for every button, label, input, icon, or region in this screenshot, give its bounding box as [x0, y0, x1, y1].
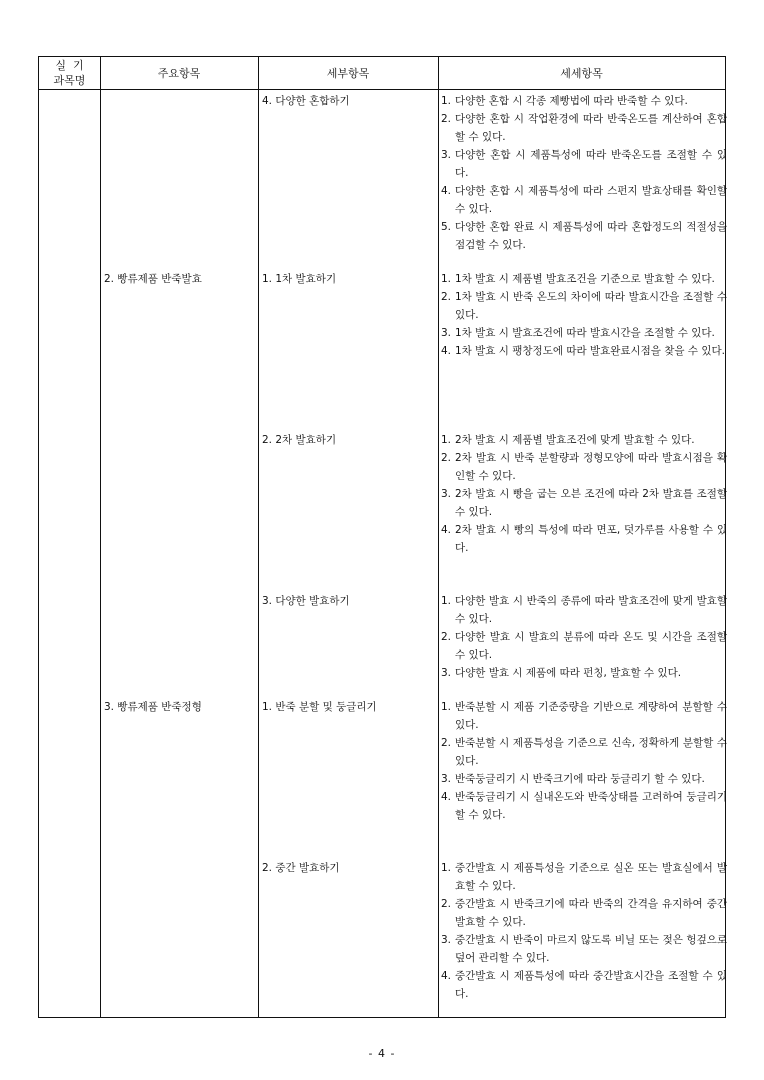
detail-item — [441, 182, 727, 218]
sub-item: 3. 다양한 발효하기 — [262, 595, 350, 607]
detail-text: 중간발효 시 반죽크기에 따라 반죽의 간격을 유지하여 중간발효할 수 있다. — [455, 898, 727, 928]
column-divider — [100, 57, 101, 1017]
detail-text: 중간발효 시 제품특성에 따라 중간발효시간을 조절할 수 있다. — [455, 970, 727, 1000]
detail-item — [441, 449, 727, 485]
column-divider — [438, 57, 439, 1017]
detail-number: 2. — [441, 113, 452, 125]
detail-number: 2. — [441, 737, 452, 749]
detail-text: 1차 발효 시 팽창정도에 따라 발효완료시점을 찾을 수 있다. — [455, 345, 726, 357]
detail-text: 다양한 혼합 시 제품특성에 따라 반죽온도를 조절할 수 있다. — [455, 149, 727, 179]
competency-table — [38, 56, 726, 1018]
header-subject-name — [39, 57, 100, 89]
detail-text: 2차 발효 시 빵을 굽는 오븐 조건에 따라 2차 발효를 조절할 수 있다. — [455, 488, 727, 518]
detail-text: 다양한 발효 시 제품에 따라 펀칭, 발효할 수 있다. — [455, 667, 682, 679]
sub-item: 2. 2차 발효하기 — [262, 434, 337, 446]
detail-number: 1. — [441, 273, 452, 285]
detail-item — [441, 770, 727, 788]
detail-number: 1. — [441, 95, 452, 107]
detail-text: 다양한 혼합 시 각종 제빵법에 따라 반죽할 수 있다. — [455, 95, 688, 107]
detail-text: 다양한 혼합 시 제품특성에 따라 스펀지 발효상태를 확인할 수 있다. — [455, 185, 727, 215]
detail-number: 3. — [441, 149, 452, 161]
detail-item — [441, 485, 727, 521]
detail-item — [441, 664, 727, 682]
detail-number: 2. — [441, 631, 452, 643]
detail-item — [441, 698, 727, 734]
detail-number: 3. — [441, 773, 452, 785]
detail-number: 1. — [441, 434, 452, 446]
detail-list — [441, 92, 727, 254]
detail-number: 3. — [441, 327, 452, 339]
detail-item — [441, 931, 727, 967]
detail-number: 1. — [441, 862, 452, 874]
detail-number: 4. — [441, 791, 452, 803]
detail-number: 3. — [441, 667, 452, 679]
detail-number: 5. — [441, 221, 452, 233]
detail-item — [441, 288, 727, 324]
detail-text: 다양한 발효 시 발효의 분류에 따라 온도 및 시간을 조절할 수 있다. — [455, 631, 727, 661]
header-detail-item: 세세항목 — [560, 67, 603, 80]
detail-text: 다양한 발효 시 반죽의 종류에 따라 발효조건에 맞게 발효할 수 있다. — [455, 595, 727, 625]
detail-list — [441, 859, 727, 1003]
page-number: - 4 - — [368, 1047, 396, 1060]
detail-number: 4. — [441, 345, 452, 357]
sub-item: 2. 중간 발효하기 — [262, 862, 340, 874]
detail-item — [441, 146, 727, 182]
detail-text: 다양한 혼합 완료 시 제품특성에 따라 혼합정도의 적절성을 점검할 수 있다. — [455, 221, 727, 251]
main-item: 3. 빵류제품 반죽정형 — [104, 701, 202, 713]
detail-item — [441, 592, 727, 628]
detail-text: 1차 발효 시 반죽 온도의 차이에 따라 발효시간을 조절할 수 있다. — [455, 291, 727, 321]
main-item: 2. 빵류제품 반죽발효 — [104, 273, 202, 285]
detail-text: 다양한 혼합 시 작업환경에 따라 반죽온도를 계산하여 혼합할 수 있다. — [455, 113, 727, 143]
detail-item — [441, 110, 727, 146]
detail-text: 반죽분할 시 제품특성을 기준으로 신속, 정확하게 분할할 수 있다. — [455, 737, 727, 767]
detail-list — [441, 592, 727, 682]
detail-list — [441, 431, 727, 557]
detail-number: 4. — [441, 524, 452, 536]
detail-number: 4. — [441, 970, 452, 982]
detail-item — [441, 788, 727, 824]
detail-text: 1차 발효 시 제품별 발효조건을 기준으로 발효할 수 있다. — [455, 273, 715, 285]
header-main-item: 주요항목 — [157, 67, 201, 80]
detail-text: 반죽둥글리기 시 반죽크기에 따라 둥글리기 할 수 있다. — [455, 773, 705, 785]
detail-text: 1차 발효 시 발효조건에 따라 발효시간을 조절할 수 있다. — [455, 327, 715, 339]
detail-number: 1. — [441, 701, 452, 713]
detail-text: 2차 발효 시 제품별 발효조건에 맞게 발효할 수 있다. — [455, 434, 695, 446]
detail-number: 3. — [441, 488, 452, 500]
detail-item — [441, 324, 727, 342]
detail-item — [441, 628, 727, 664]
detail-number: 1. — [441, 595, 452, 607]
detail-item — [441, 92, 727, 110]
detail-number: 4. — [441, 185, 452, 197]
detail-item — [441, 967, 727, 1003]
detail-item — [441, 895, 727, 931]
detail-text: 반죽분할 시 제품 기준중량을 기반으로 계량하여 분할할 수 있다. — [455, 701, 727, 731]
detail-list — [441, 270, 727, 360]
detail-item — [441, 431, 727, 449]
detail-item — [441, 734, 727, 770]
detail-list — [441, 698, 727, 824]
detail-number: 2. — [441, 898, 452, 910]
detail-text: 반죽둥글리기 시 실내온도와 반죽상태를 고려하여 둥글리기 할 수 있다. — [455, 791, 727, 821]
sub-item: 4. 다양한 혼합하기 — [262, 95, 350, 107]
detail-item — [441, 218, 727, 254]
detail-number: 2. — [441, 291, 452, 303]
detail-item — [441, 270, 727, 288]
detail-item — [441, 342, 727, 360]
sub-item: 1. 1차 발효하기 — [262, 273, 337, 285]
header-subject-line2: 과목명 — [53, 74, 86, 87]
detail-item — [441, 859, 727, 895]
column-divider — [258, 57, 259, 1017]
detail-text: 중간발효 시 반죽이 마르지 않도록 비닐 또는 젖은 헝겊으로 덮어 관리할 수 있다. — [455, 934, 727, 964]
detail-text: 2차 발효 시 반죽 분할량과 정형모양에 따라 발효시점을 확인할 수 있다. — [455, 452, 727, 482]
detail-item — [441, 521, 727, 557]
header-divider — [39, 89, 725, 90]
sub-item: 1. 반죽 분할 및 둥글리기 — [262, 701, 377, 713]
detail-number: 3. — [441, 934, 452, 946]
detail-text: 2차 발효 시 빵의 특성에 따라 면포, 덧가루를 사용할 수 있다. — [455, 524, 727, 554]
header-subject-line1: 실 기 — [55, 59, 84, 72]
header-sub-item: 세부항목 — [326, 67, 370, 80]
detail-text: 중간발효 시 제품특성을 기준으로 실온 또는 발효실에서 발효할 수 있다. — [455, 862, 727, 892]
detail-number: 2. — [441, 452, 452, 464]
